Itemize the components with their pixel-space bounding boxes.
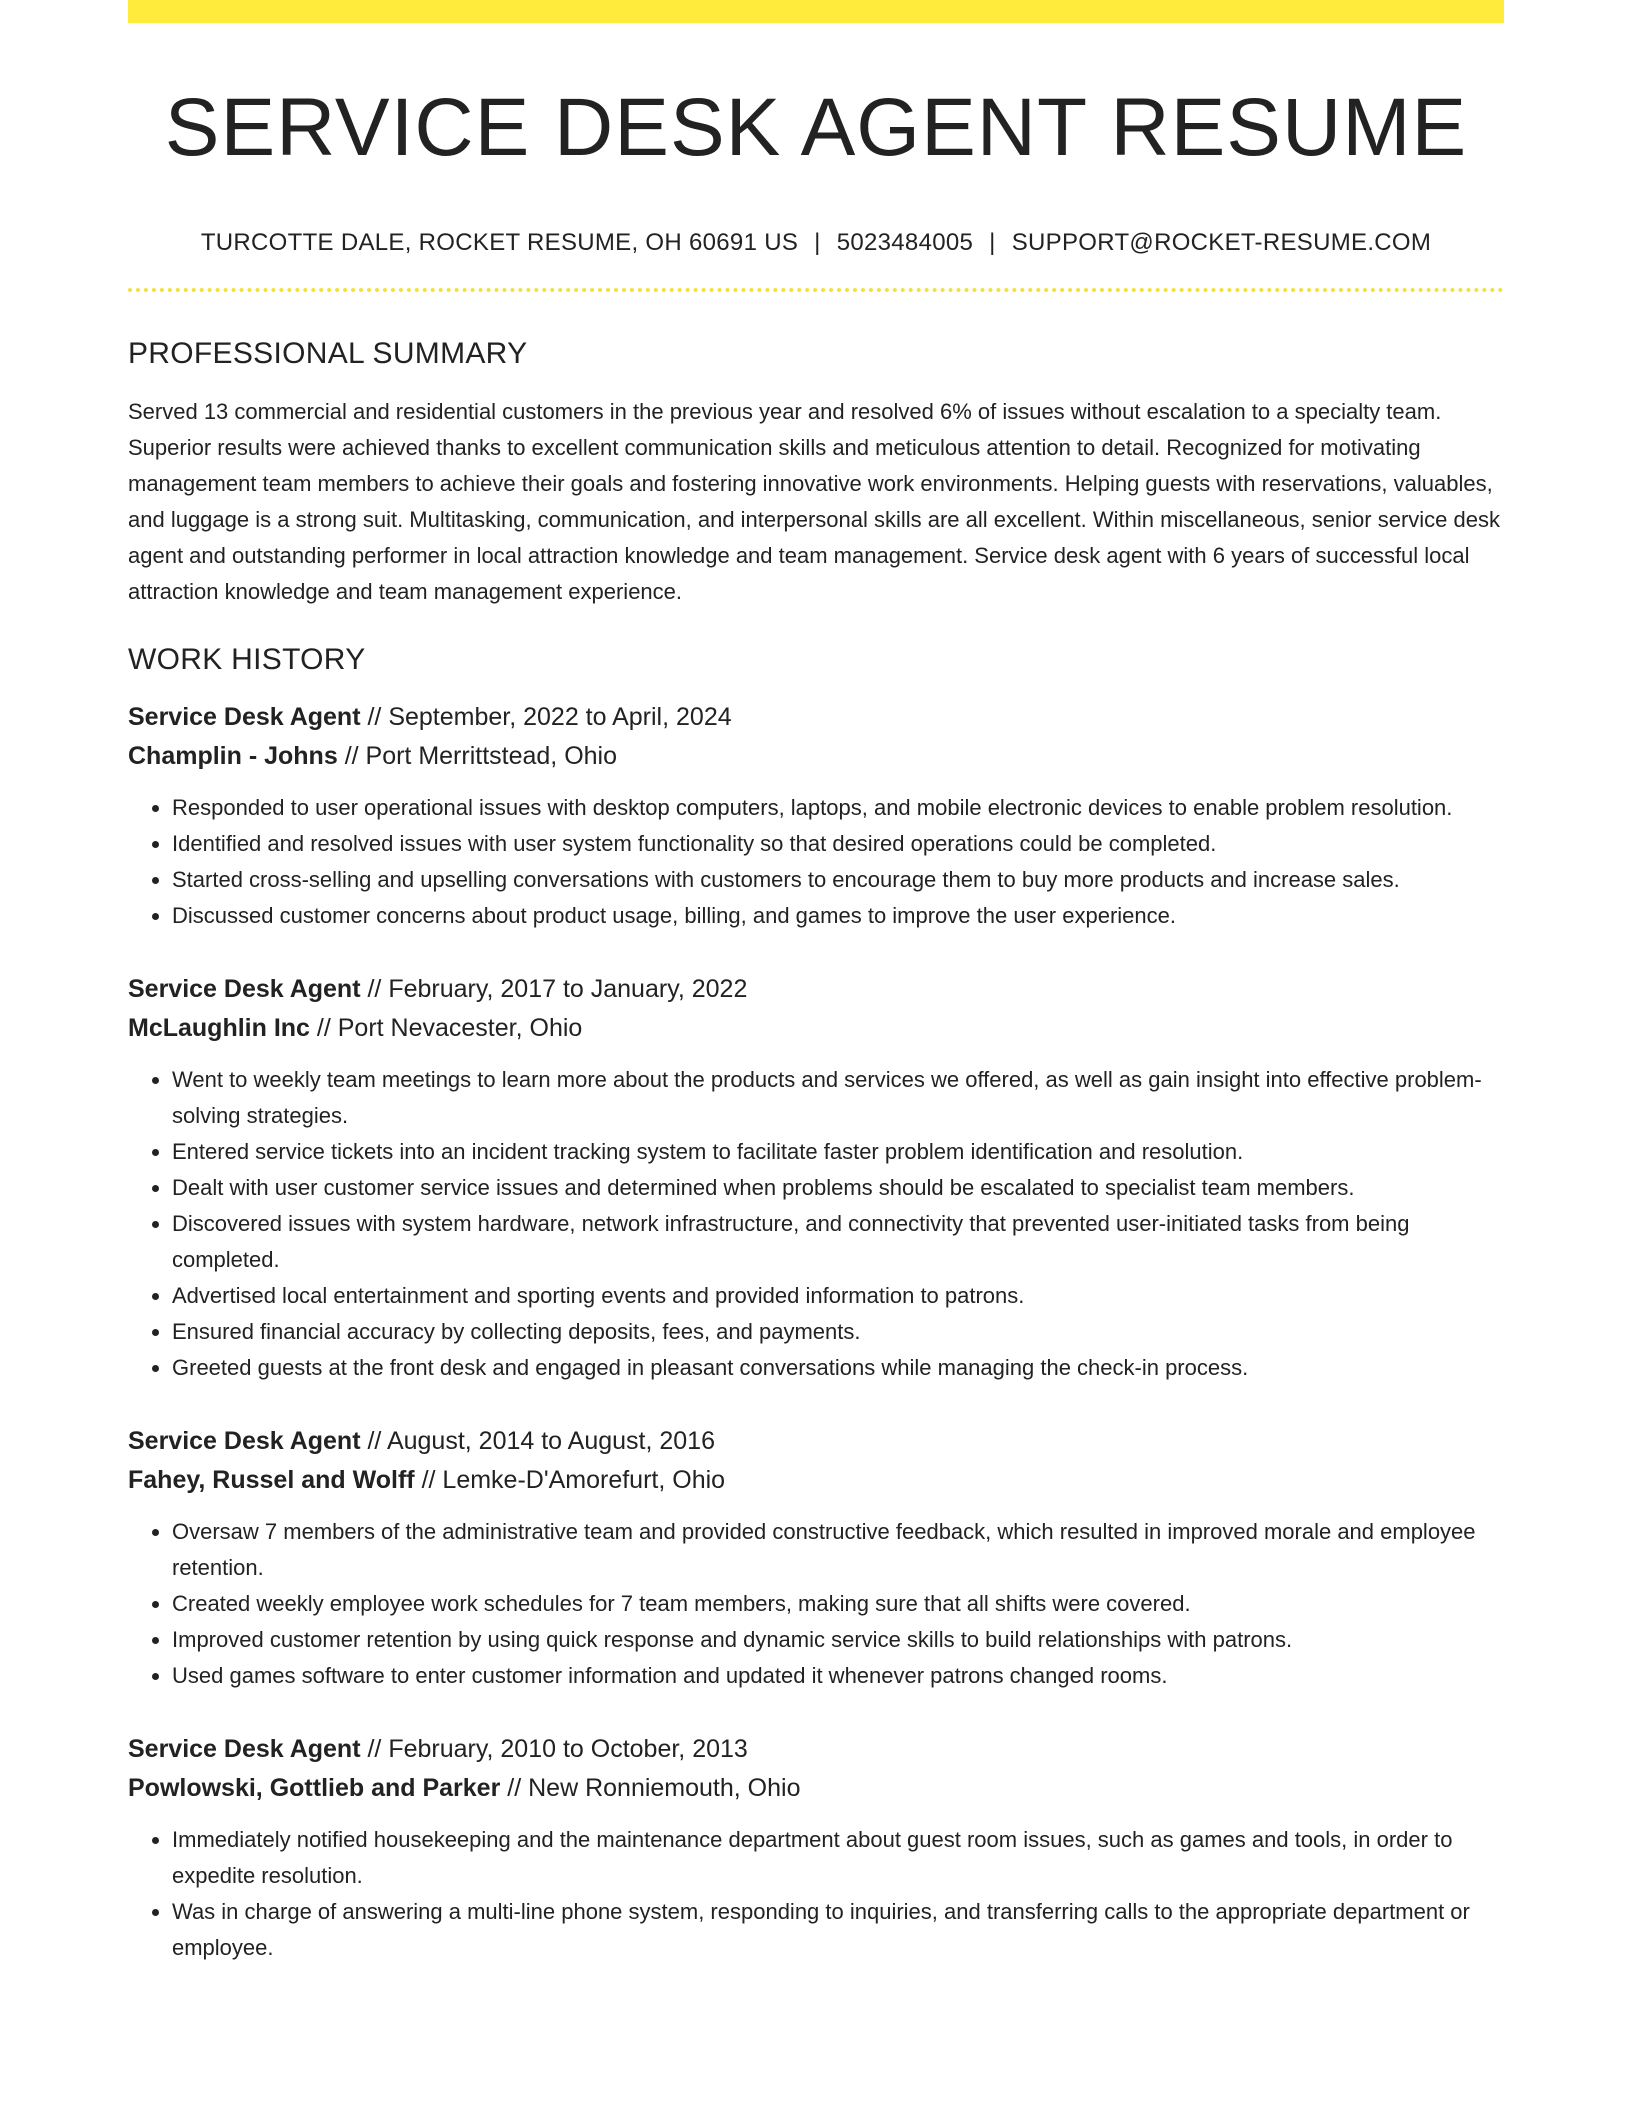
job-title: Service Desk Agent <box>128 1426 361 1455</box>
resume-title: SERVICE DESK AGENT RESUME <box>164 82 1468 173</box>
job-bullets <box>128 1514 1504 1694</box>
job-title: Service Desk Agent <box>128 974 361 1003</box>
job-bullet: • Discovered issues with system hardware, network infrastructure, and connectivity that prevented user-initiated tasks from being completed. <box>172 1206 1504 1278</box>
job-bullet: • Entered service tickets into an incident tracking system to facilitate faster problem identification and resolution. <box>172 1134 1504 1170</box>
contact-phone: 5023484005 <box>836 229 974 257</box>
work-history-heading: WORK HISTORY <box>128 642 366 676</box>
job-bullet: • Ensured financial accuracy by collecting deposits, fees, and payments. <box>172 1314 1504 1350</box>
job-location: // Lemke-D'Amorefurt, Ohio <box>421 1465 726 1494</box>
job-company-line <box>128 1009 1504 1048</box>
accent-bar <box>128 0 1504 23</box>
job-entry <box>128 970 1504 1386</box>
job-title: Service Desk Agent <box>128 1734 361 1763</box>
contact-separator: | <box>814 229 821 257</box>
job-bullet: • Oversaw 7 members of the administrative team and provided constructive feedback, which resulted in improved morale and employee retention. <box>172 1514 1504 1586</box>
job-company-line <box>128 1769 1504 1808</box>
job-bullet: • Started cross-selling and upselling conversations with customers to encourage them to buy more products and increase sales. <box>172 862 1504 898</box>
job-company-line <box>128 1461 1504 1500</box>
job-title-line <box>128 1422 1504 1461</box>
job-company: Champlin - Johns <box>128 741 338 770</box>
job-bullet: • Responded to user operational issues with desktop computers, laptops, and mobile electronic devices to enable problem resolution. <box>172 790 1504 826</box>
contact-separator: | <box>989 229 996 257</box>
job-title-line <box>128 1730 1504 1769</box>
job-bullet: • Greeted guests at the front desk and engaged in pleasant conversations while managing the check-in process. <box>172 1350 1504 1386</box>
dotted-divider <box>128 288 1504 292</box>
job-bullets <box>128 790 1504 934</box>
job-bullets <box>128 1062 1504 1386</box>
job-bullet: • Identified and resolved issues with user system functionality so that desired operations could be completed. <box>172 826 1504 862</box>
job-entry <box>128 1730 1504 1966</box>
job-company: McLaughlin Inc <box>128 1013 310 1042</box>
job-company-line <box>128 737 1504 776</box>
job-title-line <box>128 970 1504 1009</box>
job-title-line <box>128 698 1504 737</box>
resume-page <box>128 0 1504 1966</box>
job-entry <box>128 1422 1504 1694</box>
job-dates: // February, 2017 to January, 2022 <box>367 974 748 1003</box>
job-dates: // August, 2014 to August, 2016 <box>367 1426 715 1455</box>
job-title: Service Desk Agent <box>128 702 361 731</box>
job-dates: // February, 2010 to October, 2013 <box>367 1734 748 1763</box>
job-company: Powlowski, Gottlieb and Parker <box>128 1773 501 1802</box>
job-bullets <box>128 1822 1504 1966</box>
job-company: Fahey, Russel and Wolff <box>128 1465 415 1494</box>
summary-heading: PROFESSIONAL SUMMARY <box>128 336 528 370</box>
job-location: // New Ronniemouth, Ohio <box>507 1773 801 1802</box>
work-history-list <box>128 698 1504 1966</box>
contact-address: TURCOTTE DALE, ROCKET RESUME, OH 60691 US <box>200 229 799 257</box>
job-bullet: • Was in charge of answering a multi-line phone system, responding to inquiries, and transferring calls to the appropriate department or employee. <box>172 1894 1504 1966</box>
contact-email: SUPPORT@ROCKET-RESUME.COM <box>1011 229 1432 257</box>
job-bullet: • Discussed customer concerns about product usage, billing, and games to improve the user experience. <box>172 898 1504 934</box>
summary-text: Served 13 commercial and residential customers in the previous year and resolved 6% of issues without escalation to a specialty team. Superior results were achieved thanks to excellent communication skills and meticulous attention to detail. Recognized for motivating management team members to achieve their goals and fostering innovative work environments. Helping guests with reservations, valuables, and luggage is a strong suit. Multitasking, communication, and interpersonal skills are all excellent. Within miscellaneous, senior service desk agent and outstanding performer in local attraction knowledge and team management. Service desk agent with 6 years of successful local attraction knowledge and team management experience. <box>128 398 1500 604</box>
job-bullet: • Immediately notified housekeeping and the maintenance department about guest room issues, such as games and tools, in order to expedite resolution. <box>172 1822 1504 1894</box>
job-bullet: • Went to weekly team meetings to learn more about the products and services we offered, as well as gain insight into effective problem-solving strategies. <box>172 1062 1504 1134</box>
job-bullet: • Used games software to enter customer information and updated it whenever patrons changed rooms. <box>172 1658 1504 1694</box>
job-location: // Port Merrittstead, Ohio <box>344 741 618 770</box>
job-bullet: • Advertised local entertainment and sporting events and provided information to patrons. <box>172 1278 1504 1314</box>
job-bullet: • Dealt with user customer service issues and determined when problems should be escalated to specialist team members. <box>172 1170 1504 1206</box>
job-location: // Port Nevacester, Ohio <box>316 1013 583 1042</box>
job-dates: // September, 2022 to April, 2024 <box>367 702 732 731</box>
job-bullet: • Improved customer retention by using quick response and dynamic service skills to build relationships with patrons. <box>172 1622 1504 1658</box>
job-entry <box>128 698 1504 934</box>
job-bullet: • Created weekly employee work schedules for 7 team members, making sure that all shifts were covered. <box>172 1586 1504 1622</box>
contact-line <box>128 229 1504 258</box>
